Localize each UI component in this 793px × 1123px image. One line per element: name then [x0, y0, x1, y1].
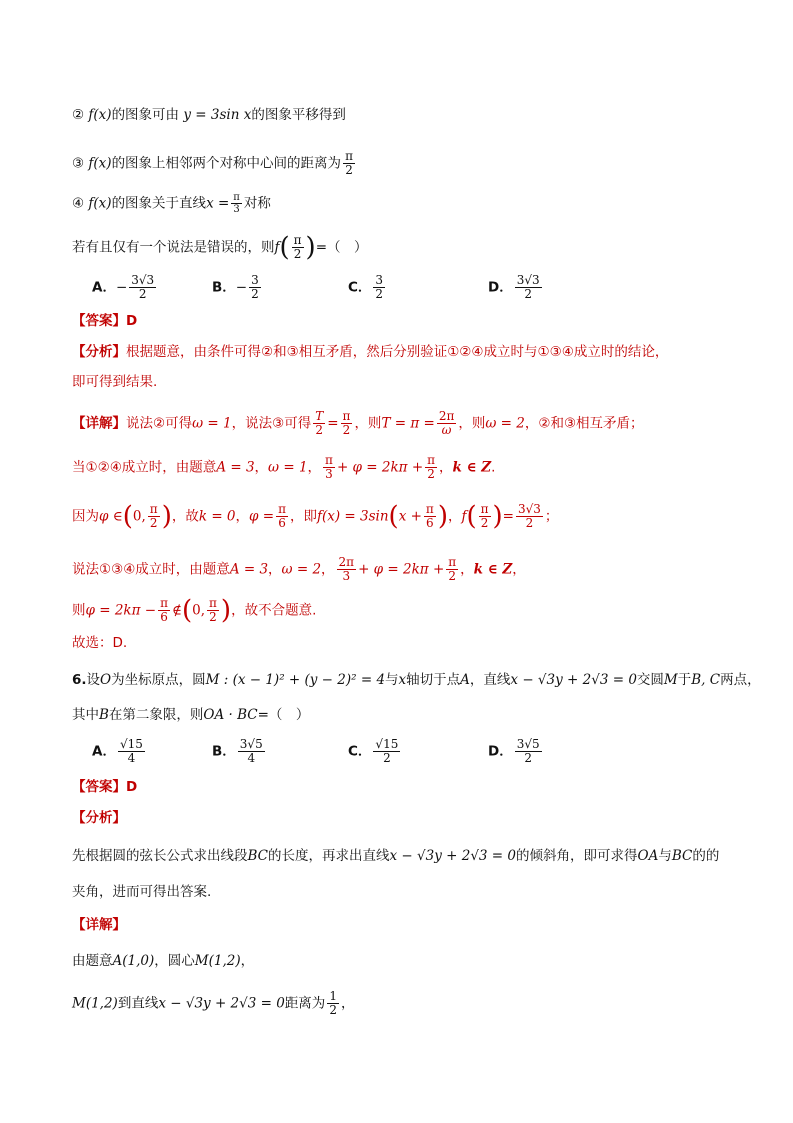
answer-tag: 【答案】	[72, 313, 126, 329]
fraction: $\frac{3√5}{4}$	[239, 737, 263, 765]
fraction: $\frac{2\pi}{\omega}$	[438, 409, 455, 437]
math-expr: f(x)	[88, 195, 112, 212]
statement-text: 对称	[243, 195, 271, 212]
detail-line-2: 当①②④成立时，由题意A = 3，ω = 1， $\frac{\pi}{3}$ + φ = 2kπ + $\frac{\pi}{2}$ ，k ∈ Z.	[72, 453, 496, 481]
detail-line-5: 则φ = 2kπ − $\frac{\pi}{6}$ ∉(0, $\frac{\pi}{2}$ )，故不合题意.	[72, 595, 317, 626]
answer-tag: 【答案】	[72, 779, 126, 795]
fraction: $\frac{\pi}{6}$	[160, 596, 168, 624]
fraction: $\frac{\pi}{2}$	[480, 502, 489, 530]
fraction: $\frac{1}{2}$	[329, 989, 337, 1017]
fraction: $\frac{\pi}{2}$	[448, 555, 457, 583]
math-expr: f(x)	[88, 155, 112, 172]
analysis-text: 根据题意，由条件可得②和③相互矛盾，然后分别验证①②④成立时与①③④成立时的结论，	[126, 344, 669, 360]
option-d[interactable]: D． $\frac{3√3}{2}$	[488, 273, 540, 301]
math-expr: x =	[206, 195, 230, 212]
option-b[interactable]: B．− $\frac{3}{2}$	[212, 273, 259, 301]
q6-detail-line-1: 由题意A(1,0)，圆心M(1,2)，	[72, 953, 255, 969]
q6-detail-line-2: M(1,2)到直线x − √3y + 2√3 = 0距离为 $\frac{1}{2}$ ，	[72, 989, 355, 1017]
analysis-line-2: 即可得到结果.	[72, 374, 158, 390]
fraction: $\frac{T}{2}$	[315, 409, 324, 437]
statement-2	[72, 105, 346, 125]
option-b[interactable]: B． $\frac{3√5}{4}$	[212, 737, 263, 765]
q6-analysis-line-2: 夹角，进而可得出答案.	[72, 884, 212, 900]
fraction: $\frac{\pi}{3}$	[233, 192, 240, 215]
detail-tag: 【详解】	[72, 415, 126, 432]
statement-text: 的图象关于直线	[111, 195, 207, 212]
math-expr: f(x)	[88, 107, 112, 123]
circled-number: ③	[72, 155, 85, 172]
q6-line-2: 其中B在第二象限，则OA · BC=（ ）	[72, 707, 310, 723]
circled-number: ②	[72, 107, 85, 123]
fraction: $\frac{\pi}{3}$	[325, 453, 333, 481]
q6-analysis-line-1: 先根据圆的弦长公式求出线段BC的长度，再求出直线x − √3y + 2√3 = 0的倾斜角，即可求得OA与BC的的	[72, 848, 720, 864]
fraction: $\frac{√15}{2}$	[375, 737, 399, 765]
q6-detail-tag: 【详解】	[72, 917, 126, 933]
fraction: $\frac{\pi}{6}$	[278, 502, 286, 530]
statement-3	[72, 150, 357, 177]
statement-text: 的图象平移得到	[251, 107, 346, 123]
statement-text: 的图象上相邻两个对称中心间的距离为	[111, 155, 342, 172]
statement-text: 的图象可由	[111, 107, 180, 123]
detail-line-4: 说法①③④成立时，由题意A = 3，ω = 2， $\frac{2\pi}{3}$ + φ = 2kπ + $\frac{\pi}{2}$ ，k ∈ Z，	[72, 555, 526, 583]
fraction: $\frac{3√3}{2}$	[517, 502, 541, 530]
math-expr: f	[274, 239, 280, 256]
q6-analysis-tag: 【分析】	[72, 810, 126, 826]
choose-line: 故选：D.	[72, 635, 128, 651]
statement-4	[72, 192, 271, 215]
analysis-tag: 【分析】	[72, 344, 126, 360]
detail-line-3: 因为φ ∈(0, $\frac{\pi}{2}$ )，故k = 0，φ = $\frac{\pi}{6}$ ，即f(x) = 3sin(x + $\frac{\pi}{6}$ )，f( $\frac{\pi}{2}$ )= $\frac{3√3}{2}$ ；	[72, 501, 559, 532]
option-a[interactable]: A．− $\frac{3√3}{2}$	[92, 273, 155, 301]
stem-text: 若有且仅有一个说法是错误的，则	[72, 239, 275, 256]
fraction: $\frac{\pi}{2}$	[427, 453, 436, 481]
fraction: $\frac{2\pi}{3}$	[338, 555, 355, 583]
fraction: $\frac{3}{2}$	[251, 273, 259, 301]
circled-number: ④	[72, 195, 85, 212]
option-c[interactable]: C． $\frac{3}{2}$	[348, 273, 384, 301]
math-expr: y = 3sin x	[183, 107, 252, 123]
fraction: $\frac{\pi}{2}$	[149, 502, 158, 530]
fraction: $\frac{\pi}{6}$	[425, 502, 434, 530]
analysis	[72, 342, 668, 362]
answer-value: D	[126, 779, 138, 795]
stem-text: =（ ）	[315, 239, 368, 256]
option-a[interactable]: A． $\frac{√15}{4}$	[92, 737, 143, 765]
question-stem: 若有且仅有一个说法是错误的，则f( $\frac{\pi}{2}$ )=（ ）	[72, 232, 368, 263]
option-c[interactable]: C． $\frac{√15}{2}$	[348, 737, 399, 765]
answer	[72, 311, 137, 331]
q6-answer	[72, 777, 137, 797]
fraction: $\frac{3√3}{2}$	[516, 273, 540, 301]
q6-line-1: 6.设O为坐标原点，圆M : (x − 1)² + (y − 2)² = 4与x轴切于点A，直线x − √3y + 2√3 = 0交圆M于B, C两点，	[72, 672, 761, 688]
fraction: $\frac{3√5}{2}$	[516, 737, 540, 765]
answer-value: D	[126, 313, 138, 329]
option-d[interactable]: D． $\frac{3√5}{2}$	[488, 737, 540, 765]
detail-line-1: 【详解】说法②可得ω = 1，说法③可得 $\frac{T}{2}$ = $\frac{\pi}{2}$ ，则T = π = $\frac{2\pi}{\omega}$ ，则ω = 2，②和③相互矛盾；	[72, 409, 644, 437]
fraction: $\frac{\pi}{2}$	[293, 233, 302, 261]
fraction: $\frac{3}{2}$	[375, 273, 384, 301]
fraction: $\frac{\pi}{2}$	[345, 149, 353, 177]
vector-product: OA · BC	[203, 707, 258, 723]
fraction: $\frac{\pi}{2}$	[342, 409, 351, 437]
fraction: $\frac{\pi}{2}$	[209, 596, 217, 624]
fraction: $\frac{3√3}{2}$	[131, 273, 155, 301]
fraction: $\frac{√15}{4}$	[119, 737, 143, 765]
question-number: 6.	[72, 672, 87, 688]
